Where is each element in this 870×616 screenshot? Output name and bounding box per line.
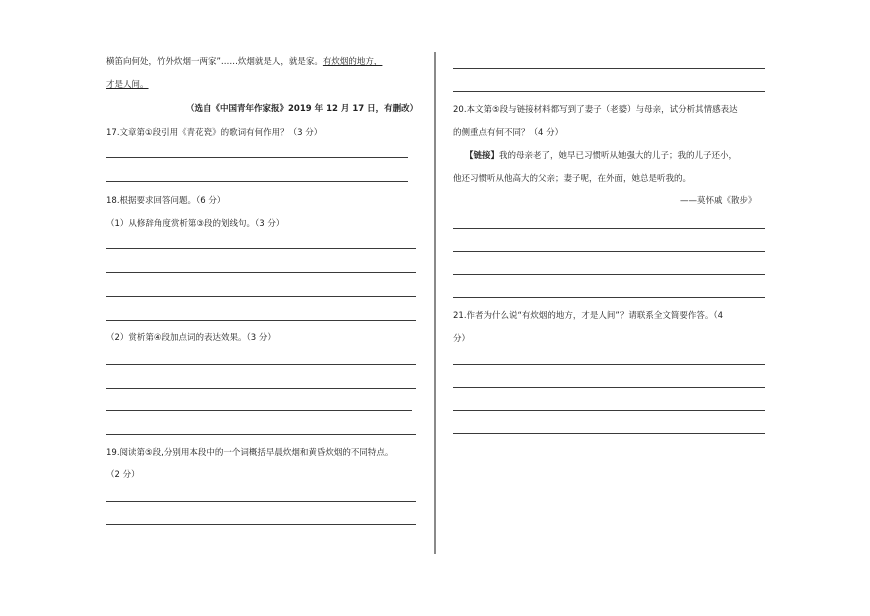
passage-continuation-line2: 才是人间。 [106,80,149,90]
link-text: 我的母亲老了，她早已习惯听从她强大的儿子；我的儿子还小， [499,151,738,161]
answer-line [106,157,408,158]
answer-line [106,296,416,297]
question-20-line1: 20.本文第⑤段与链接材料都写到了妻子（老婆）与母亲，试分析其情感表达 [453,105,738,115]
answer-line [106,248,416,249]
answer-line [106,388,416,389]
passage-continuation-line1 [106,56,382,68]
answer-line [453,387,765,388]
answer-line [106,364,416,365]
answer-line [453,274,765,275]
answer-line [453,297,765,298]
question-20-line2: 的侧重点有何不同？（4 分） [453,128,564,138]
underlined-sentence: 有炊烟的地方， [322,57,383,67]
answer-line [453,68,765,69]
answer-line [106,320,416,321]
answer-line [106,501,416,502]
answer-line [453,228,765,229]
answer-line [453,410,765,411]
link-source: ——莫怀戚《散步》 [680,196,757,206]
question-18-part-2: （2）赏析第④段加点词的表达效果。（3 分） [106,333,276,343]
question-19-line2: （2 分） [106,470,140,480]
answer-line [106,410,412,411]
answer-line [106,434,416,435]
link-material-line2: 他还习惯听从他高大的父亲；妻子呢，在外面，她总是听我的。 [453,174,692,184]
question-18-part-1: （1）从修辞角度赏析第③段的划线句。（3 分） [106,219,285,229]
answer-line [453,251,765,252]
answer-line [453,364,765,365]
question-19-line1: 19.阅读第⑤段,分别用本段中的一个词概括早晨炊烟和黄昏炊烟的不同特点。 [106,448,394,458]
question-18: 18.根据要求回答问题。（6 分） [106,196,226,206]
column-divider [434,52,436,554]
question-17: 17.文章第①段引用《青花瓷》的歌词有何作用？（3 分） [106,128,323,138]
answer-line [106,272,416,273]
passage-source: （选自《中国青年作家报》2019 年 12 月 17 日，有删改） [186,104,419,114]
link-material-line1 [465,150,737,162]
answer-line [453,91,765,92]
link-tag: 【链接】 [465,151,500,161]
answer-line [453,433,765,434]
question-21-line1: 21.作者为什么说“有炊烟的地方，才是人间”？请联系全文简要作答。（4 [453,311,723,321]
passage-text: 横笛向何处，竹外炊烟一两家”……炊烟就是人，就是家。 [106,57,323,67]
answer-line [106,524,416,525]
answer-line [106,181,408,182]
question-21-line2: 分） [453,334,471,344]
